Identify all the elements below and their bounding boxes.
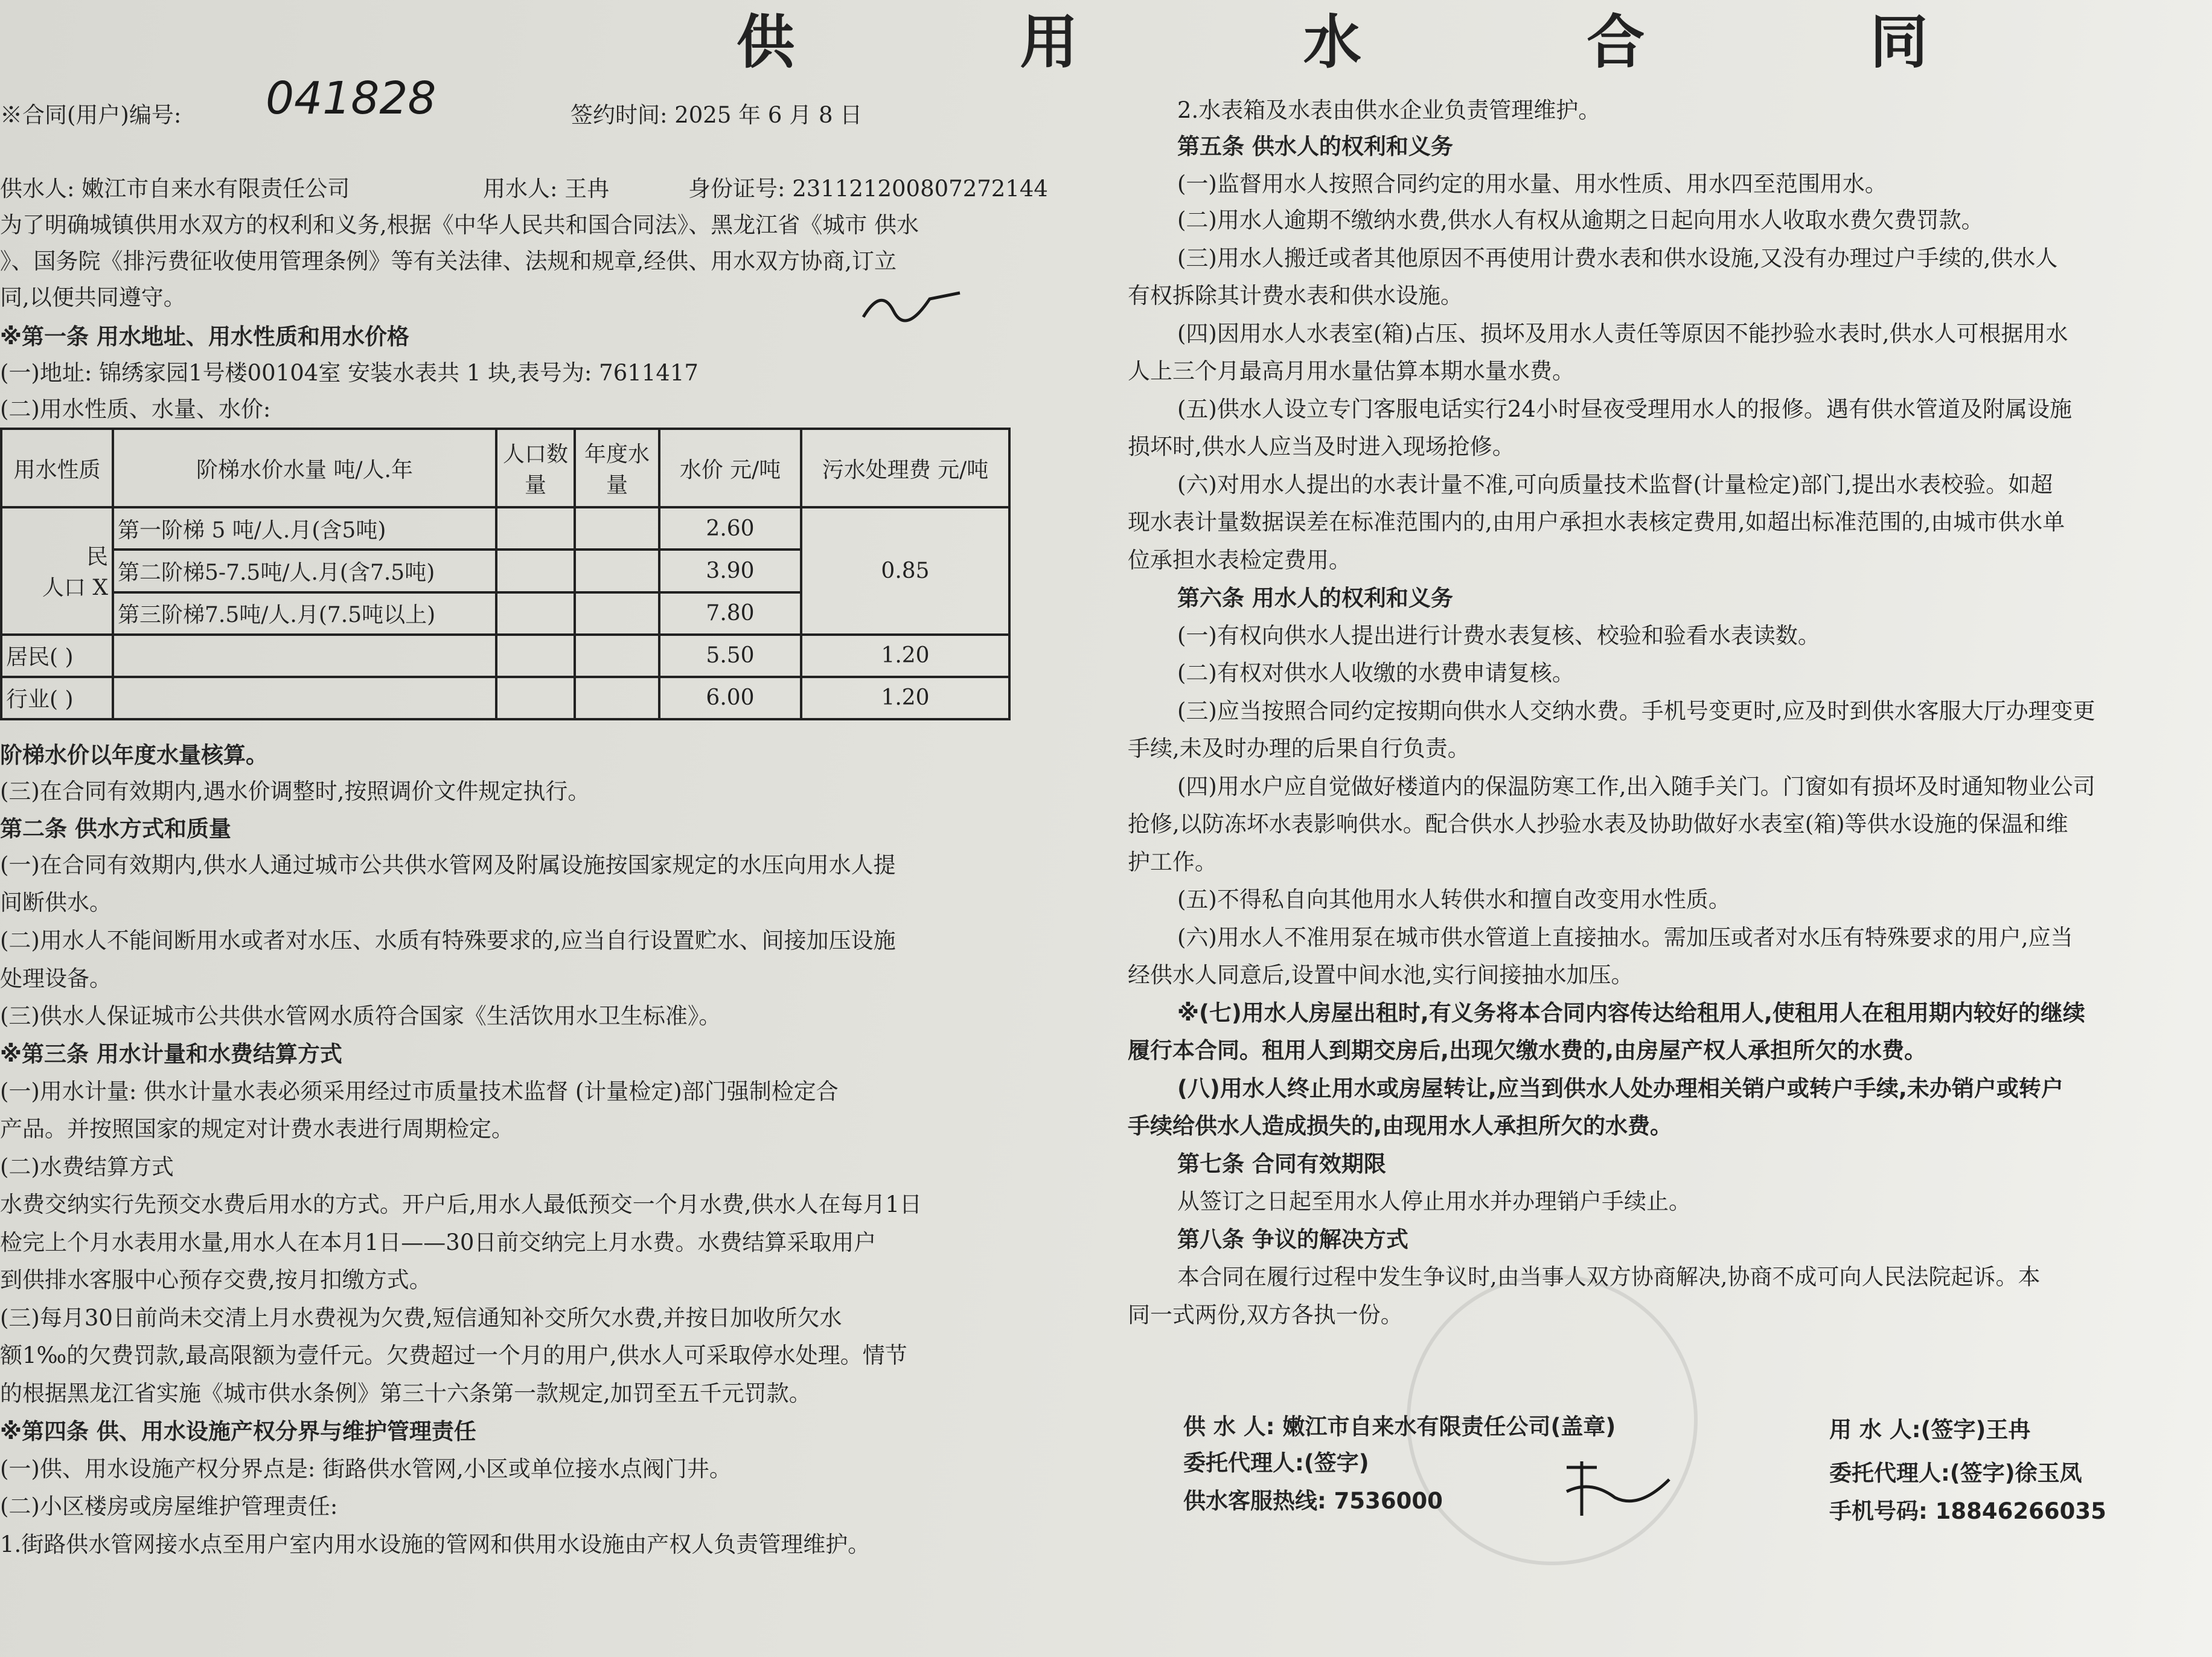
article-6-item-6a: (六)用水人不准用泵在城市供水管道上直接抽水。需加压或者对水压有特殊要求的用户,应当 xyxy=(1177,925,2073,950)
nonresident-tier xyxy=(113,635,496,677)
signature-user-agent: 委托代理人:(签字)徐玉凤 xyxy=(1829,1460,2082,1486)
article-6-item-4c: 护工作。 xyxy=(1128,849,1217,875)
article-6-item-3b: 手续,未及时办理的后果自行负责。 xyxy=(1128,736,1470,761)
article-6-item-3a: (三)应当按照合同约定按期向供水人交纳水费。手机号变更时,应及时到供水客服大厅办理变更 xyxy=(1177,698,2095,724)
article-2-item-2a: (二)用水人不能间断用水或者对水压、水质有特殊要求的,应当自行设置贮水、间接加压设施 xyxy=(0,928,896,953)
tier-3-annual xyxy=(575,592,659,635)
resident-label: 民 xyxy=(86,545,108,570)
special-industry-label: 行业( ) xyxy=(1,677,113,719)
article-4-title: ※第四条 供、用水设施产权分界与维护管理责任 xyxy=(0,1418,476,1444)
article-4-item-1: (一)供、用水设施产权分界点是: 街路供水管网,小区或单位接水点阀门井。 xyxy=(0,1456,732,1482)
article-5-item-5a: (五)供水人设立专门客服电话实行24小时昼夜受理用水人的报修。遇有供水管道及附属设施 xyxy=(1177,396,2072,422)
article-6-title: 第六条 用水人的权利和义务 xyxy=(1177,585,1453,611)
intro-line-1: 为了明确城镇供用水双方的权利和义务,根据《中华人民共和国合同法》、黑龙江省《城市 供水 xyxy=(0,212,919,238)
article-6-item-6b: 经供水人同意后,设置中间水池,实行间接抽水加压。 xyxy=(1128,962,1634,988)
contract-title: 供 用 水 合 同 xyxy=(737,8,2031,76)
contract-number-value: 041828 xyxy=(266,72,436,124)
tier-3-price: 7.80 xyxy=(659,592,801,635)
article-3-item-1a: (一)用水计量: 供水计量水表必须采用经过市质量技术监督 (计量检定)部门强制检定合 xyxy=(0,1078,839,1104)
special-tier xyxy=(113,677,496,719)
article-6-item-4a: (四)用水户应自觉做好楼道内的保温防寒工作,出入随手关门。门窗如有损坏及时通知物业公司 xyxy=(1177,774,2095,800)
th-tier: 阶梯水价水量 吨/人.年 xyxy=(113,429,496,507)
tier-1-label: 第一阶梯 5 吨/人.月(含5吨) xyxy=(113,507,496,550)
tier-note: 阶梯水价以年度水量核算。 xyxy=(0,742,268,768)
article-3-item-3b: 额1‰的欠费罚款,最高限额为壹仟元。欠费超过一个月的用户,供水人可采取停水处理。情节 xyxy=(0,1342,907,1368)
special-industry-price: 6.00 xyxy=(659,677,801,719)
article-6-item-7a: ※(七)用水人房屋出租时,有义务将本合同内容传达给租用人,使租用人在租用期内较好的继续 xyxy=(1177,1000,2085,1026)
article-5-item-3b: 有权拆除其计费水表和供水设施。 xyxy=(1128,283,1463,309)
tier-2-annual xyxy=(575,550,659,592)
resident-sewage-fee: 0.85 xyxy=(801,507,1009,634)
article-6-item-8b: 手续给供水人造成损失的,由现用水人承担所欠的水费。 xyxy=(1128,1113,1673,1139)
article-2-item-1a: (一)在合同有效期内,供水人通过城市公共供水管网及附属设施按国家规定的水压向用水人提 xyxy=(0,852,896,878)
th-sewage: 污水处理费 元/吨 xyxy=(801,429,1009,507)
article-6-item-5: (五)不得私自向其他用水人转供水和擅自改变用水性质。 xyxy=(1177,886,1731,912)
article-5-item-3a: (三)用水人搬迁或者其他原因不再使用计费水表和供水设施,又没有办理过户手续的,供水人 xyxy=(1177,245,2058,271)
article-8-item-1b: 同一式两份,双方各执一份。 xyxy=(1128,1302,1403,1328)
article-5-item-4a: (四)因用水人水表室(箱)占压、损坏及用水人责任等原因不能抄验水表时,供水人可根据用水 xyxy=(1177,321,2068,347)
signature-user: 用 水 人:(签字)王冉 xyxy=(1829,1417,2031,1443)
handwritten-agent-signature xyxy=(1555,1455,1675,1528)
tier-1-population xyxy=(496,507,575,550)
th-annual-volume: 年度水量 xyxy=(575,429,659,507)
article-6-item-2: (二)有权对供水人收缴的水费申请复核。 xyxy=(1177,660,1574,686)
nonresident-sewage-fee: 1.20 xyxy=(801,635,1009,677)
article-3-item-3c: 的根据黑龙江省实施《城市供水条例》第三十六条第一款规定,加罚至五千元罚款。 xyxy=(0,1380,811,1406)
article-3-item-2: (二)水费结算方式 xyxy=(0,1154,174,1180)
th-nature: 用水性质 xyxy=(1,429,113,507)
article-6-item-1: (一)有权向供水人提出进行计费水表复核、校验和验看水表读数。 xyxy=(1177,623,1820,649)
tier-2-label: 第二阶梯5-7.5吨/人.月(含7.5吨) xyxy=(113,550,496,592)
nonresident-annual xyxy=(575,635,659,677)
article-3-item-3a: (三)每月30日前尚未交清上月水费视为欠费,短信通知补交所欠水费,并按日加收所欠水 xyxy=(0,1305,842,1331)
article-5-item-6c: 位承担水表检定费用。 xyxy=(1128,547,1351,573)
nonresident-label: 居民( ) xyxy=(1,635,113,677)
water-rate-table xyxy=(0,428,1011,720)
article-3-item-1b: 产品。并按照国家的规定对计费水表进行周期检定。 xyxy=(0,1116,514,1142)
article-5-item-1: (一)监督用水人按照合同约定的用水量、用水性质、用水四至范围用水。 xyxy=(1177,171,1887,197)
tier-1-price: 2.60 xyxy=(659,507,801,550)
intro-line-2: 》、国务院《排污费征收使用管理条例》等有关法律、法规和规章,经供、用水双方协商,订立 xyxy=(0,248,897,274)
article-5-item-6a: (六)对用水人提出的水表计量不准,可向质量技术监督(计量检定)部门,提出水表校验。如超 xyxy=(1177,472,2053,498)
article-2-item-3: (三)供水人保证城市公共供水管网水质符合国家《生活饮用水卫生标准》。 xyxy=(0,1003,721,1029)
tier-2-price: 3.90 xyxy=(659,550,801,592)
article-1-item-3: (三)在合同有效期内,遇水价调整时,按照调价文件规定执行。 xyxy=(0,778,590,804)
signature-hotline: 供水客服热线: 7536000 xyxy=(1183,1488,1443,1514)
supplier-name: 供水人: 嫩江市自来水有限责任公司 xyxy=(0,176,350,202)
right-item-2: 2.水表箱及水表由供水企业负责管理维护。 xyxy=(1177,97,1601,123)
article-5-item-6b: 现水表计量数据误差在标准范围内的,由用户承担水表核定费用,如超出标准范围的,由城市供水单 xyxy=(1128,509,2065,535)
contract-number-label: ※合同(用户)编号: xyxy=(0,102,182,128)
article-4-item-2a: 1.街路供水管网接水点至用户室内用水设施的管网和供用水设施由产权人负责管理维护。 xyxy=(0,1531,871,1557)
handwritten-initial-mark xyxy=(857,281,972,335)
nonresident-population xyxy=(496,635,575,677)
article-3-item-2a: 水费交纳实行先预交水费后用水的方式。开户后,用水人最低预交一个月水费,供水人在每月1日 xyxy=(0,1191,922,1217)
article-2-title: 第二条 供水方式和质量 xyxy=(0,816,231,842)
th-population: 人口数量 xyxy=(496,429,575,507)
article-6-item-8a: (八)用水人终止用水或房屋转让,应当到供水人处办理相关销户或转户手续,未办销户或转户 xyxy=(1177,1075,2063,1101)
nonresident-price: 5.50 xyxy=(659,635,801,677)
article-6-item-4b: 抢修,以防冻坏水表影响供水。配合供水人抄验水表及协助做好水表室(箱)等供水设施的保温和维 xyxy=(1128,811,2068,837)
article-1-title: ※第一条 用水地址、用水性质和用水价格 xyxy=(0,324,409,350)
article-8-item-1a: 本合同在履行过程中发生争议时,由当事人双方协商解决,协商不成可向人民法院起诉。本 xyxy=(1177,1264,2041,1290)
article-8-title: 第八条 争议的解决方式 xyxy=(1177,1226,1408,1252)
article-1-address: (一)地址: 锦绣家园1号楼00104室 安装水表共 1 块,表号为: 7611417 xyxy=(0,360,698,386)
article-7-item-1: 从签订之日起至用水人停止用水并办理销户手续止。 xyxy=(1177,1188,1691,1214)
signature-phone: 手机号码: 18846266035 xyxy=(1829,1498,2106,1524)
article-5-item-2: (二)用水人逾期不缴纳水费,供水人有权从逾期之日起向用水人收取水费欠费罚款。 xyxy=(1177,207,1984,233)
article-3-item-2b: 检完上个月水表用水量,用水人在本月1日——30日前交纳完上月水费。水费结算采取用户 xyxy=(0,1229,877,1255)
article-6-item-7b: 履行本合同。租用人到期交房后,出现欠缴水费的,由房屋产权人承担所欠的水费。 xyxy=(1128,1037,1927,1063)
resident-population-mark: 人口 X xyxy=(42,575,108,601)
signature-supplier: 供 水 人: 嫩江市自来水有限责任公司(盖章) xyxy=(1183,1414,1616,1440)
tier-3-label: 第三阶梯7.5吨/人.月(7.5吨以上) xyxy=(113,592,496,635)
article-3-title: ※第三条 用水计量和水费结算方式 xyxy=(0,1041,342,1067)
article-3-item-2c: 到供排水客服中心预存交费,按月扣缴方式。 xyxy=(0,1267,432,1293)
tier-2-population xyxy=(496,550,575,592)
special-industry-sewage-fee: 1.20 xyxy=(801,677,1009,719)
tier-3-population xyxy=(496,592,575,635)
th-price: 水价 元/吨 xyxy=(659,429,801,507)
special-population xyxy=(496,677,575,719)
article-5-item-5b: 损坏时,供水人应当及时进入现场抢修。 xyxy=(1128,434,1515,460)
article-7-title: 第七条 合同有效期限 xyxy=(1177,1151,1386,1177)
sign-date: 签约时间: 2025 年 6 月 8 日 xyxy=(571,102,863,128)
special-annual xyxy=(575,677,659,719)
signature-supplier-agent: 委托代理人:(签字) xyxy=(1183,1450,1369,1476)
resident-cell xyxy=(1,507,113,634)
article-2-item-1b: 间断供水。 xyxy=(0,889,112,915)
tier-1-annual xyxy=(575,507,659,550)
user-id-number: 身份证号: 231121200807272144 xyxy=(688,176,1048,202)
article-5-item-4b: 人上三个月最高月用水量估算本期水量水费。 xyxy=(1128,358,1574,384)
user-name: 用水人: 王冉 xyxy=(483,176,610,202)
article-5-title: 第五条 供水人的权利和义务 xyxy=(1177,133,1453,159)
article-1-item-2: (二)用水性质、水量、水价: xyxy=(0,396,271,422)
intro-line-3: 同,以便共同遵守。 xyxy=(0,284,186,310)
article-4-item-2: (二)小区楼房或房屋维护管理责任: xyxy=(0,1493,338,1519)
article-2-item-2b: 处理设备。 xyxy=(0,966,112,992)
